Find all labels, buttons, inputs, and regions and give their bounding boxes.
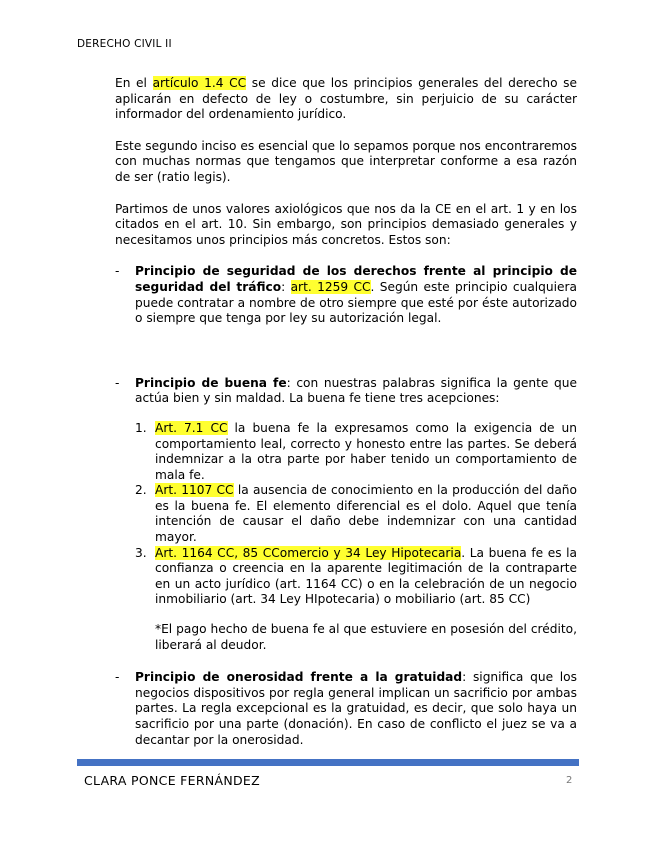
bullet-dash: - [115, 670, 120, 685]
list-number: 3. [135, 545, 147, 560]
list-number: 2. [135, 483, 147, 498]
paragraph-2: Este segundo inciso es esencial que lo sepamos porque nos encontraremos con muchas normas que tengamos que interpretar conforme a esa razón de ser (ratio legis). [115, 138, 577, 184]
bullet-title: Principio de seguridad de los derechos frente al principio de seguridad del tráfico [135, 264, 577, 294]
bullet-colon: : [281, 279, 291, 294]
highlighted-reference: Art. 1107 CC [155, 483, 234, 498]
list-item [135, 420, 577, 483]
highlighted-reference: Art. 1164 CC, 85 CComercio y 34 Ley Hipotecaria [155, 545, 462, 560]
highlighted-reference: artículo 1.4 CC [152, 76, 247, 90]
bullet-title: Principio de onerosidad frente a la gratuidad [135, 670, 463, 685]
bullet-text: . Según este principio cualquiera puede contratar a nombre de otro siempre que esté por éste autorizado o siempre que tenga por ley su autorización legal. [135, 279, 577, 326]
bullet-dash: - [115, 375, 120, 390]
footer-author: CLARA PONCE FERNÁNDEZ [84, 773, 260, 788]
paragraph-1 [115, 76, 577, 123]
page-number: 2 [566, 775, 573, 786]
p1-text-end: se dice que los principios generales del derecho se aplicarán en defecto de ley o costumbre, sin perjuicio de su carácter informador del ordenamiento jurídico. [115, 76, 578, 122]
list-item-text: la ausencia de conocimiento en la producción del daño es la buena fe. El elemento diferencial es el dolo. Aquel que tenía intención de causar el daño debe indemnizar con una cantidad mayor. [155, 483, 577, 545]
bullet-buena-fe [115, 376, 577, 407]
list-item-text: la buena fe la expresamos como la exigencia de un comportamiento leal, correcto y honesto entre las partes. Se deberá indemnizar a la otra parte por haber tenido un comportamiento de mala fe. [155, 420, 577, 482]
paragraph-3: Partimos de unos valores axiológicos que nos da la CE en el art. 1 y en los citados en el art. 10. Sin embargo, son principios demasiado generales y necesitamos unos principios más concretos. Estos son: [115, 201, 577, 247]
highlighted-reference: art. 1259 CC [290, 279, 371, 294]
p1-text-start: En el [115, 76, 153, 90]
list-item [135, 545, 577, 608]
list-item-text: . La buena fe es la confianza o creencia en la aparente legitimación de la contraparte en un acto jurídico (art. 1164 CC) o en la celebración de un negocio inmobiliario (art. 34 Ley HIpotecaria) o mobiliario (art. 85 CC) [155, 545, 577, 607]
list-item [135, 483, 577, 545]
document-body [115, 76, 577, 748]
bullet-text: : con nuestras palabras significa la gente que actúa bien y sin maldad. La buena fe tiene tres acepciones: [135, 375, 577, 406]
bullet-dash: - [115, 264, 120, 279]
bullet-title: Principio de buena fe [135, 375, 287, 390]
bullet-onerosidad [115, 670, 577, 748]
bullet-seguridad [115, 264, 577, 326]
list-number: 1. [135, 420, 147, 435]
bullet-text: : significa que los negocios dispositivos por regla general implican un sacrificio por ambas partes. La regla excepcional es la gratuidad, es decir, que solo haya un sacrificio por una parte (donación). En caso de conflicto el juez se va a decantar por la onerosidad. [135, 670, 577, 747]
footer-rule [77, 759, 579, 766]
acepciones-list [115, 421, 577, 608]
page-header: DERECHO CIVIL II [77, 38, 172, 50]
highlighted-reference: Art. 7.1 CC [155, 420, 228, 435]
footnote-note: *El pago hecho de buena fe al que estuviere en posesión del crédito, liberará al deudor. [155, 622, 577, 652]
